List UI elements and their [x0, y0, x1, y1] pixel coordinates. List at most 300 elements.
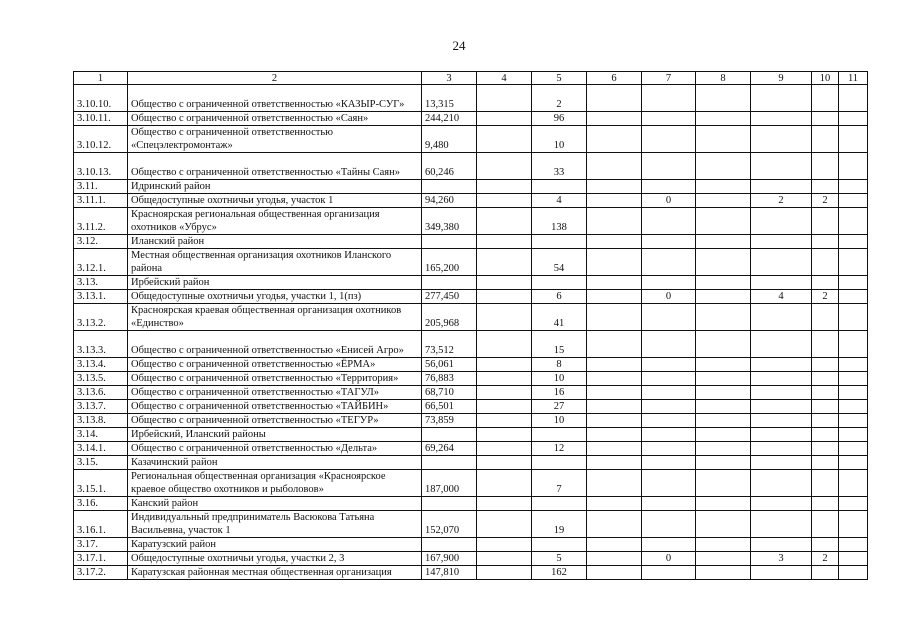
col-7-value [642, 208, 696, 235]
col-7-value [642, 456, 696, 470]
col-11-value [839, 538, 868, 552]
col-7-value [642, 276, 696, 290]
col-3-value: 9,480 [422, 126, 477, 153]
col-6-value [587, 372, 642, 386]
col-8-value [696, 470, 751, 497]
col-6-value [587, 400, 642, 414]
row-number: 3.14. [74, 428, 128, 442]
col-7-value [642, 428, 696, 442]
row-name: Иланский район [128, 235, 422, 249]
col-10-value [812, 442, 839, 456]
col-11-value [839, 470, 868, 497]
column-header: 11 [839, 72, 868, 85]
col-3-value: 349,380 [422, 208, 477, 235]
col-3-value: 147,810 [422, 566, 477, 580]
col-11-value [839, 126, 868, 153]
col-4-value [477, 194, 532, 208]
col-11-value [839, 386, 868, 400]
col-7-value [642, 386, 696, 400]
col-11-value [839, 331, 868, 358]
table-row [74, 358, 868, 372]
col-5-value [532, 235, 587, 249]
col-7-value [642, 470, 696, 497]
row-number: 3.13.3. [74, 331, 128, 358]
row-number: 3.13.4. [74, 358, 128, 372]
col-10-value [812, 511, 839, 538]
col-4-value [477, 112, 532, 126]
row-name: Общество с ограниченной ответственностью «ТАГУЛ» [128, 386, 422, 400]
row-number: 3.11.1. [74, 194, 128, 208]
row-name: Общедоступные охотничьи угодья, участки 2, 3 [128, 552, 422, 566]
row-number: 3.16.1. [74, 511, 128, 538]
col-5-value: 138 [532, 208, 587, 235]
col-5-value: 162 [532, 566, 587, 580]
col-3-value: 73,859 [422, 414, 477, 428]
col-8-value [696, 290, 751, 304]
col-5-value [532, 180, 587, 194]
col-8-value [696, 456, 751, 470]
col-5-value: 10 [532, 372, 587, 386]
col-7-value [642, 538, 696, 552]
col-11-value [839, 442, 868, 456]
col-3-value: 60,246 [422, 153, 477, 180]
col-11-value [839, 85, 868, 112]
col-5-value [532, 276, 587, 290]
col-6-value [587, 414, 642, 428]
col-10-value [812, 112, 839, 126]
col-8-value [696, 372, 751, 386]
row-name: Общество с ограниченной ответственностью «Тайны Саян» [128, 153, 422, 180]
row-number: 3.16. [74, 497, 128, 511]
col-6-value [587, 511, 642, 538]
col-9-value [751, 400, 812, 414]
table-row [74, 372, 868, 386]
col-7-value [642, 85, 696, 112]
col-9-value [751, 497, 812, 511]
col-3-value: 66,501 [422, 400, 477, 414]
col-6-value [587, 386, 642, 400]
row-name: Местная общественная организация охотников Иланского района [128, 249, 422, 276]
col-3-value: 277,450 [422, 290, 477, 304]
table-row [74, 552, 868, 566]
col-6-value [587, 566, 642, 580]
column-header: 2 [128, 72, 422, 85]
col-7-value: 0 [642, 552, 696, 566]
col-3-value: 187,000 [422, 470, 477, 497]
col-9-value [751, 85, 812, 112]
table-row [74, 331, 868, 358]
col-6-value [587, 208, 642, 235]
col-10-value [812, 566, 839, 580]
col-9-value [751, 112, 812, 126]
col-4-value [477, 85, 532, 112]
col-4-value [477, 511, 532, 538]
table-row [74, 276, 868, 290]
col-11-value [839, 249, 868, 276]
col-11-value [839, 290, 868, 304]
col-3-value: 13,315 [422, 85, 477, 112]
col-9-value [751, 358, 812, 372]
col-6-value [587, 304, 642, 331]
column-header: 3 [422, 72, 477, 85]
column-header: 10 [812, 72, 839, 85]
col-6-value [587, 126, 642, 153]
header-row [74, 72, 868, 85]
col-11-value [839, 304, 868, 331]
row-number: 3.13.1. [74, 290, 128, 304]
col-8-value [696, 85, 751, 112]
col-4-value [477, 208, 532, 235]
col-5-value: 19 [532, 511, 587, 538]
col-8-value [696, 304, 751, 331]
col-3-value: 165,200 [422, 249, 477, 276]
col-4-value [477, 153, 532, 180]
col-4-value [477, 538, 532, 552]
column-header: 8 [696, 72, 751, 85]
col-11-value [839, 497, 868, 511]
row-number: 3.12.1. [74, 249, 128, 276]
row-number: 3.17.1. [74, 552, 128, 566]
col-3-value: 244,210 [422, 112, 477, 126]
col-10-value [812, 126, 839, 153]
col-6-value [587, 538, 642, 552]
col-11-value [839, 112, 868, 126]
col-8-value [696, 331, 751, 358]
col-5-value: 16 [532, 386, 587, 400]
row-number: 3.15. [74, 456, 128, 470]
col-6-value [587, 249, 642, 276]
col-5-value: 7 [532, 470, 587, 497]
col-10-value [812, 304, 839, 331]
col-7-value [642, 180, 696, 194]
table-row [74, 208, 868, 235]
col-9-value [751, 414, 812, 428]
col-7-value [642, 112, 696, 126]
col-4-value [477, 428, 532, 442]
row-name: Общество с ограниченной ответственностью «Саян» [128, 112, 422, 126]
col-6-value [587, 456, 642, 470]
col-4-value [477, 386, 532, 400]
col-8-value [696, 511, 751, 538]
col-11-value [839, 511, 868, 538]
col-6-value [587, 290, 642, 304]
row-name: Идринский район [128, 180, 422, 194]
col-11-value [839, 372, 868, 386]
col-7-value [642, 249, 696, 276]
table-row [74, 428, 868, 442]
col-11-value [839, 552, 868, 566]
row-name: Казачинский район [128, 456, 422, 470]
col-11-value [839, 276, 868, 290]
col-10-value [812, 538, 839, 552]
row-name: Общество с ограниченной ответственностью «Спецэлектромонтаж» [128, 126, 422, 153]
row-name: Канский район [128, 497, 422, 511]
col-6-value [587, 552, 642, 566]
col-10-value [812, 85, 839, 112]
col-3-value [422, 276, 477, 290]
table-row [74, 538, 868, 552]
col-4-value [477, 442, 532, 456]
table-row [74, 442, 868, 456]
col-8-value [696, 538, 751, 552]
col-5-value: 54 [532, 249, 587, 276]
col-11-value [839, 194, 868, 208]
row-number: 3.10.13. [74, 153, 128, 180]
col-9-value [751, 126, 812, 153]
row-name: Общество с ограниченной ответственностью «Территория» [128, 372, 422, 386]
row-number: 3.11.2. [74, 208, 128, 235]
col-11-value [839, 456, 868, 470]
col-4-value [477, 235, 532, 249]
col-6-value [587, 85, 642, 112]
row-number: 3.13.5. [74, 372, 128, 386]
col-8-value [696, 414, 751, 428]
row-number: 3.11. [74, 180, 128, 194]
col-3-value: 94,260 [422, 194, 477, 208]
col-7-value [642, 372, 696, 386]
col-7-value [642, 566, 696, 580]
col-3-value [422, 428, 477, 442]
col-7-value [642, 153, 696, 180]
col-10-value: 2 [812, 290, 839, 304]
col-7-value: 0 [642, 290, 696, 304]
col-3-value: 56,061 [422, 358, 477, 372]
row-name: Индивидуальный предприниматель Васюкова Татьяна Васильевна, участок 1 [128, 511, 422, 538]
col-8-value [696, 552, 751, 566]
col-3-value: 68,710 [422, 386, 477, 400]
col-3-value: 205,968 [422, 304, 477, 331]
col-6-value [587, 112, 642, 126]
col-8-value [696, 442, 751, 456]
col-10-value [812, 456, 839, 470]
column-header: 6 [587, 72, 642, 85]
col-9-value [751, 470, 812, 497]
col-9-value [751, 304, 812, 331]
col-7-value [642, 304, 696, 331]
col-5-value: 15 [532, 331, 587, 358]
col-4-value [477, 304, 532, 331]
col-11-value [839, 235, 868, 249]
col-4-value [477, 126, 532, 153]
table-row [74, 235, 868, 249]
col-9-value [751, 538, 812, 552]
row-number: 3.13.6. [74, 386, 128, 400]
col-3-value [422, 235, 477, 249]
row-name: Региональная общественная организация «Красноярское краевое общество охотников и рыболовов» [128, 470, 422, 497]
col-11-value [839, 566, 868, 580]
col-9-value: 4 [751, 290, 812, 304]
col-4-value [477, 400, 532, 414]
table-row [74, 112, 868, 126]
col-8-value [696, 249, 751, 276]
col-10-value [812, 180, 839, 194]
col-10-value [812, 414, 839, 428]
table-row [74, 249, 868, 276]
table-row [74, 566, 868, 580]
col-6-value [587, 194, 642, 208]
column-header: 1 [74, 72, 128, 85]
col-3-value [422, 456, 477, 470]
row-number: 3.10.11. [74, 112, 128, 126]
col-4-value [477, 358, 532, 372]
row-name: Общедоступные охотничьи угодья, участок 1 [128, 194, 422, 208]
col-10-value [812, 153, 839, 180]
col-5-value: 6 [532, 290, 587, 304]
col-9-value [751, 511, 812, 538]
col-7-value: 0 [642, 194, 696, 208]
col-10-value [812, 372, 839, 386]
table-row [74, 153, 868, 180]
col-5-value: 5 [532, 552, 587, 566]
row-number: 3.13. [74, 276, 128, 290]
row-name: Ирбейский район [128, 276, 422, 290]
col-11-value [839, 400, 868, 414]
col-9-value [751, 456, 812, 470]
table-row [74, 126, 868, 153]
col-9-value [751, 428, 812, 442]
table-row [74, 497, 868, 511]
row-name: Каратузский район [128, 538, 422, 552]
col-5-value: 10 [532, 126, 587, 153]
table-row [74, 290, 868, 304]
col-5-value: 96 [532, 112, 587, 126]
col-3-value [422, 497, 477, 511]
col-7-value [642, 235, 696, 249]
row-number: 3.13.7. [74, 400, 128, 414]
row-number: 3.15.1. [74, 470, 128, 497]
col-7-value [642, 358, 696, 372]
col-8-value [696, 194, 751, 208]
col-6-value [587, 358, 642, 372]
col-8-value [696, 400, 751, 414]
col-11-value [839, 208, 868, 235]
col-7-value [642, 400, 696, 414]
row-number: 3.10.10. [74, 85, 128, 112]
row-name: Красноярская региональная общественная организация охотников «Убрус» [128, 208, 422, 235]
table-row [74, 386, 868, 400]
row-number: 3.17.2. [74, 566, 128, 580]
row-number: 3.17. [74, 538, 128, 552]
table-row [74, 511, 868, 538]
col-9-value [751, 331, 812, 358]
col-9-value [751, 566, 812, 580]
col-4-value [477, 470, 532, 497]
row-name: Каратузская районная местная общественная организация [128, 566, 422, 580]
col-6-value [587, 180, 642, 194]
col-4-value [477, 456, 532, 470]
col-5-value: 27 [532, 400, 587, 414]
col-7-value [642, 442, 696, 456]
col-6-value [587, 497, 642, 511]
col-5-value: 12 [532, 442, 587, 456]
row-name: Общество с ограниченной ответственностью «ЁРМА» [128, 358, 422, 372]
col-8-value [696, 180, 751, 194]
row-name: Общество с ограниченной ответственностью «Енисей Агро» [128, 331, 422, 358]
col-10-value [812, 249, 839, 276]
col-10-value [812, 235, 839, 249]
page-number: 24 [452, 38, 466, 53]
col-4-value [477, 566, 532, 580]
col-3-value [422, 538, 477, 552]
row-number: 3.13.8. [74, 414, 128, 428]
col-5-value [532, 497, 587, 511]
col-9-value [751, 153, 812, 180]
col-4-value [477, 180, 532, 194]
col-3-value [422, 180, 477, 194]
col-5-value: 10 [532, 414, 587, 428]
col-11-value [839, 414, 868, 428]
col-10-value: 2 [812, 552, 839, 566]
col-5-value: 2 [532, 85, 587, 112]
row-name: Общество с ограниченной ответственностью «ТЕГУР» [128, 414, 422, 428]
col-8-value [696, 153, 751, 180]
col-8-value [696, 428, 751, 442]
table-row [74, 456, 868, 470]
col-10-value [812, 428, 839, 442]
col-4-value [477, 414, 532, 428]
col-4-value [477, 290, 532, 304]
row-number: 3.12. [74, 235, 128, 249]
table-row [74, 470, 868, 497]
col-5-value [532, 538, 587, 552]
col-11-value [839, 180, 868, 194]
col-10-value [812, 497, 839, 511]
column-header: 4 [477, 72, 532, 85]
col-11-value [839, 428, 868, 442]
table-row [74, 85, 868, 112]
column-header: 5 [532, 72, 587, 85]
col-3-value: 76,883 [422, 372, 477, 386]
col-10-value [812, 470, 839, 497]
col-10-value: 2 [812, 194, 839, 208]
table-row [74, 180, 868, 194]
col-7-value [642, 414, 696, 428]
row-number: 3.14.1. [74, 442, 128, 456]
col-7-value [642, 497, 696, 511]
col-7-value [642, 331, 696, 358]
table-row [74, 400, 868, 414]
col-10-value [812, 208, 839, 235]
row-name: Ирбейский, Иланский районы [128, 428, 422, 442]
col-5-value: 33 [532, 153, 587, 180]
col-10-value [812, 358, 839, 372]
row-name: Общество с ограниченной ответственностью «Дельта» [128, 442, 422, 456]
col-9-value [751, 208, 812, 235]
col-3-value: 69,264 [422, 442, 477, 456]
column-header: 9 [751, 72, 812, 85]
table-row [74, 304, 868, 331]
col-8-value [696, 276, 751, 290]
row-number: 3.10.12. [74, 126, 128, 153]
col-6-value [587, 428, 642, 442]
col-8-value [696, 358, 751, 372]
col-4-value [477, 552, 532, 566]
col-3-value: 167,900 [422, 552, 477, 566]
col-9-value: 3 [751, 552, 812, 566]
col-11-value [839, 153, 868, 180]
col-7-value [642, 511, 696, 538]
col-4-value [477, 249, 532, 276]
col-8-value [696, 208, 751, 235]
col-10-value [812, 386, 839, 400]
col-9-value [751, 276, 812, 290]
col-4-value [477, 372, 532, 386]
col-10-value [812, 400, 839, 414]
col-6-value [587, 331, 642, 358]
col-10-value [812, 276, 839, 290]
row-name: Общество с ограниченной ответственностью «КАЗЫР-СУГ» [128, 85, 422, 112]
col-4-value [477, 276, 532, 290]
